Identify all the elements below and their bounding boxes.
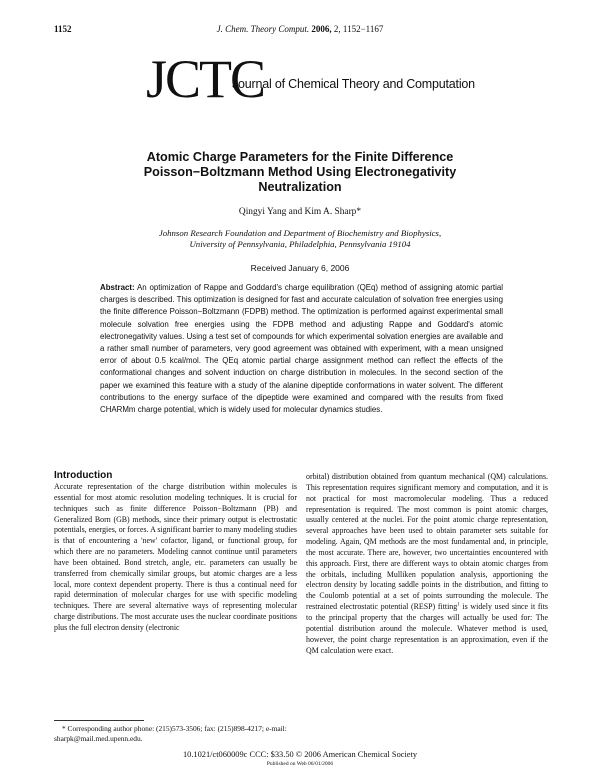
doi-copyright-line: 10.1021/ct060009c CCC: $33.50 © 2006 American Chemical Society <box>182 750 418 759</box>
corresponding-author-footnote: * Corresponding author phone: (215)573-3506; fax: (215)898-4217; e-mail: sharpk@mail.med.upenn.edu. <box>54 724 287 743</box>
reference-marker: 1 <box>457 602 460 608</box>
left-column <box>54 470 297 634</box>
affiliation-line: University of Pennsylvania, Philadelphia, Pennsylvania 19104 <box>189 239 411 249</box>
introduction-heading: Introduction <box>54 470 113 481</box>
received-date: Received January 6, 2006 <box>250 263 350 273</box>
article-title <box>100 150 500 195</box>
logo-mark: JCTC <box>146 49 265 109</box>
introduction-text-left: Accurate representation of the charge distribution within molecules is essential for most atomic resolution modeling techniques. It is crucial for techniques such as finite difference Poisson−Boltzmann (PB) and Generalized Born (GB) methods, since their primary output is electrostatic potentials, energies, or forces. A significant barrier to many modeling studies is that of encountering a 'new' cofactor, ligand, or functional group, for which there are no parameters. Modeling cannot continue until parameters have been obtained. Bond stretch, angle, etc. parameters can usually be transferred from chemically similar groups, but atomic charges are a less local, more context dependent property. There is thus a continual need for rapid determination of molecular charges for use with specific modeling techniques. There are several alternative ways of representing molecular charge distributions. The most accurate uses the nuclear coordinate positions plus the full electron density (electronic <box>54 482 297 632</box>
right-column <box>306 472 548 656</box>
title-line: Atomic Charge Parameters for the Finite Difference <box>146 150 454 164</box>
abstract-text: An optimization of Rappe and Goddard's charge equilibration (QEq) method of assigning atomic partial charges is described. This optimization is designed for fast and accurate calculation of solvation free energies using the finite difference Poisson−Boltzmann (FDPB) method. The optimization is performed against experimental small molecule solvation free energies using the FDPB method and adjusting Rappe and Goddard's atomic electronegativity values. Using a test set of compounds for which experimental solvation energies are available and a rather small number of parameters, very good agreement was obtained with experiment, with a mean unsigned error of about 0.5 kcal/mol. The QEq atomic partial charge assignment method can reflect the effects of the conformational changes and solvent induction on charge distribution in molecules. In the second section of the paper we examined this feature with a study of the alanine dipeptide conformations in water solvent. The different contributions to the energy surface of the dipeptide were examined and compared with the results from fixed CHARMm charge potential, which is widely used for molecular dynamics studies. <box>100 283 503 415</box>
abstract <box>100 282 503 416</box>
published-date: Published on Web 06/01/2006 <box>266 761 334 767</box>
abstract-label: Abstract: <box>100 283 135 292</box>
title-line: Poisson−Boltzmann Method Using Electronegativity <box>143 165 457 179</box>
affiliation <box>100 228 500 250</box>
right-text-part-b: is widely used since it fits to the principal property that the charges will actually be used for: The potential distribution around the molecule. Whatever method is used, however, the point charge representation is an approximation, even if the QM calculation were exact. <box>306 602 548 655</box>
footnote-divider <box>54 720 144 721</box>
affiliation-line: Johnson Research Foundation and Department of Biochemistry and Biophysics, <box>158 228 442 238</box>
introduction-text-right <box>306 472 548 656</box>
journal-volume-pages: 2, 1152−1167 <box>333 24 384 34</box>
title-line: Neutralization <box>258 180 342 194</box>
page-number: 1152 <box>54 24 72 34</box>
journal-logo <box>146 49 475 109</box>
right-text-part-a: orbital) distribution obtained from quantum mechanical (QM) calculations. This representation requires significant memory and computation, and it is not practical for most macromolecular modeling. Thus a reduced representation is required. The most common is point atomic charges, usually centered at the nuclei. For the point atomic charge representation, several approaches have been used to obtain parameter sets suitable for modeling. Again, QM methods are the most fundamental and, in principle, the most accurate. There are, however, two uncertainties encountered with this approach. First, there are different ways to obtain atomic charges from the orbitals, including Mulliken population analysis, apportioning the electron density by locating saddle points in the distribution, and fitting to the Coulomb potential at a set of points surrounding the molecule. The restrained electrostatic potential (RESP) fitting <box>306 472 548 612</box>
logo-journal-name: Journal of Chemical Theory and Computation <box>232 77 475 91</box>
journal-citation <box>0 24 600 34</box>
journal-abbrev: J. Chem. Theory Comput. <box>216 24 310 34</box>
authors: Qingyi Yang and Kim A. Sharp* <box>238 207 362 217</box>
journal-year: 2006, <box>311 24 332 34</box>
